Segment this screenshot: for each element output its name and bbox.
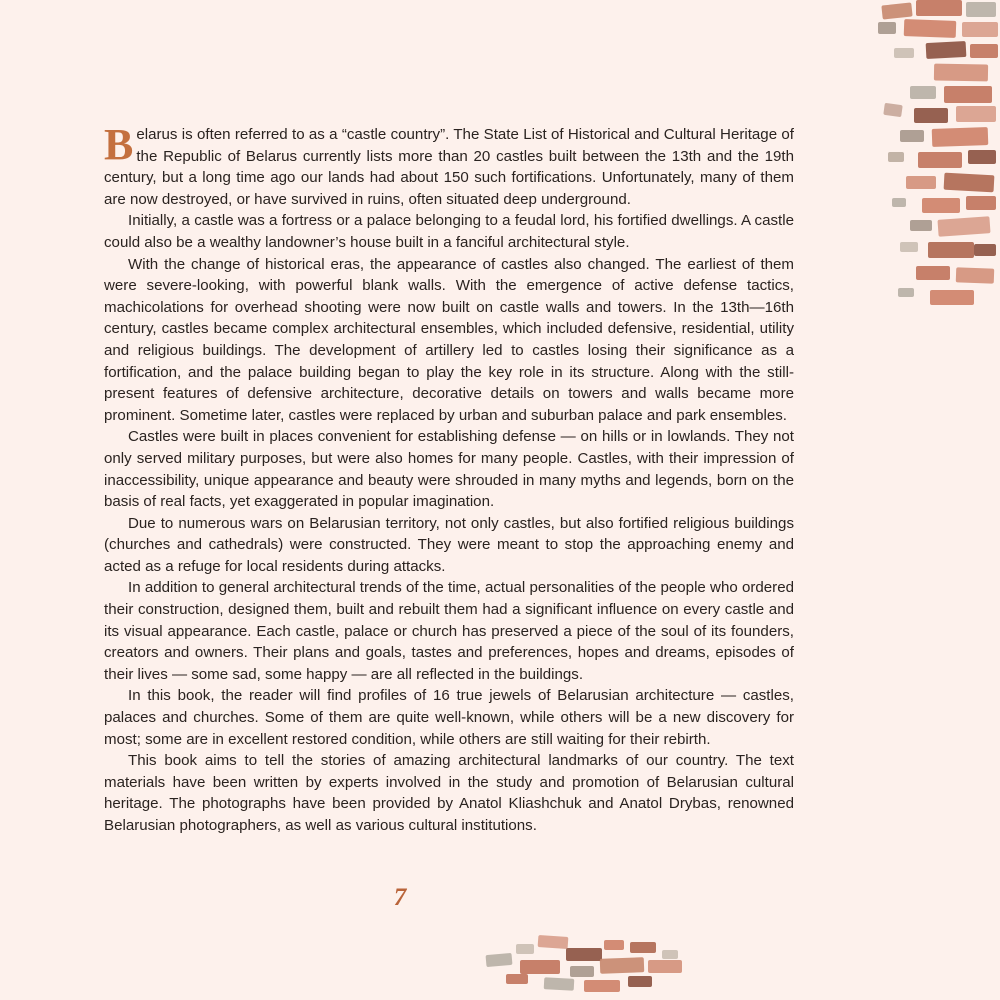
- article-body: [104, 120, 794, 837]
- paragraph-1: [104, 120, 794, 210]
- paragraph-2: Initially, a castle was a fortress or a palace belonging to a feudal lord, his fortified dwellings. A castle could also be a wealthy landowner’s house built in a fanciful architectural style.: [104, 212, 794, 251]
- paragraph-3: With the change of historical eras, the appearance of castles also changed. The earliest of them were severe-looking, with powerful blank walls. With the emergence of active defense tactics, machicolations for overhead shooting were now built on castle walls and towers. In the 13th—16th century, castles became complex architectural ensembles, which included defensive, residential, utility and religious buildings. The development of artillery led to castles losing their significance as a fortification, and the palace building began to play the key role in its structure. Along with the still-present features of defensive architecture, decorative details on towers and walls became more prominent. Sometime later, castles were replaced by urban and suburban palace and park ensembles.: [104, 255, 794, 424]
- brick-fragment-decoration-bottom: [480, 930, 700, 1000]
- paragraph-8: This book aims to tell the stories of amazing architectural landmarks of our country. The text materials have been written by experts involved in the study and promotion of Belarusian cultural heritage. The photographs have been provided by Anatol Kliashchuk and Anatol Drybas, renowned Belarusian photographers, as well as various cultural institutions.: [104, 752, 794, 834]
- page-number: 7: [393, 884, 407, 911]
- brick-fragment-decoration-right: [870, 0, 1000, 320]
- paragraph-6: In addition to general architectural trends of the time, actual personalities of the people who ordered their construction, designed them, built and rebuilt them had a significant influence on every castle and its visual appearance. Each castle, palace or church has preserved a piece of the soul of its founders, creators and owners. Their plans and goals, tastes and preferences, hopes and dreams, episodes of their lives — some sad, some happy — are all reflected in the buildings.: [104, 579, 794, 683]
- paragraph-text: elarus is often referred to as a “castle country”. The State List of Historical and Cultural Heritage of the Republic of Belarus currently lists more than 20 castles built between the 13th and the 19th century, but a long time ago our lands had about 150 such fortifications. Unfortunately, many of them are now destroyed, or have survived in ruins, often situated deep underground.: [104, 126, 794, 208]
- paragraph-4: Castles were built in places convenient for establishing defense — on hills or in lowlands. They not only served military purposes, but were also homes for many people. Castles, with their impression of inaccessibility, unique appearance and beauty were shrouded in many myths and legends, born on the basis of real facts, yet exaggerated in popular imagination.: [104, 428, 794, 511]
- paragraph-5: Due to numerous wars on Belarusian territory, not only castles, but also fortified religious buildings (churches and cathedrals) were constructed. They were meant to stop the approaching enemy and acted as a refuge for local residents during attacks.: [104, 514, 794, 575]
- paragraph-7: In this book, the reader will find profiles of 16 true jewels of Belarusian architecture — castles, palaces and churches. Some of them are quite well-known, while others will be a new discovery for most; some are in excellent restored condition, while others are still waiting for their rebirth.: [104, 687, 794, 748]
- drop-cap: B: [104, 120, 134, 169]
